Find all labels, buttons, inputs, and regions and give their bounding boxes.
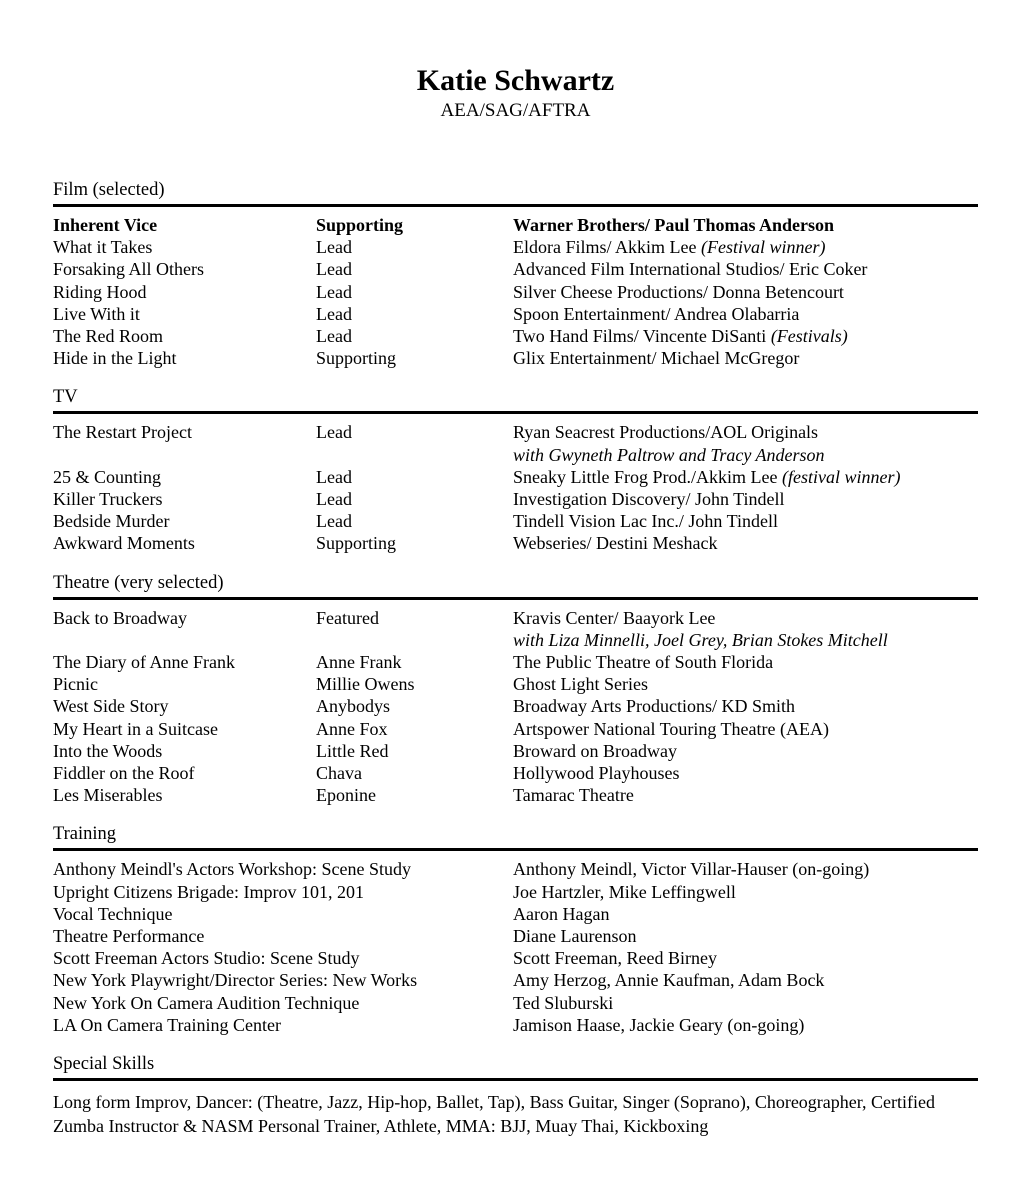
credit-company: Advanced Film International Studios/ Eric Coker xyxy=(513,259,868,280)
credit-title: My Heart in a Suitcase xyxy=(53,718,218,739)
credit-company xyxy=(513,629,978,651)
training-course: New York On Camera Audition Technique xyxy=(53,992,360,1013)
credit-row xyxy=(53,651,978,673)
training-teachers: Ted Sluburski xyxy=(513,992,614,1013)
credit-role: Chava xyxy=(316,763,362,784)
credit-title xyxy=(53,629,316,651)
credit-company: The Public Theatre of South Florida xyxy=(513,652,774,673)
credit-role: Supporting xyxy=(316,533,397,554)
credit-title: Awkward Moments xyxy=(53,533,195,554)
credit-company: Hollywood Playhouses xyxy=(513,763,680,784)
section-rule xyxy=(53,411,978,414)
section-rows xyxy=(53,421,978,554)
credit-role: Anne Frank xyxy=(316,652,402,673)
credit-row xyxy=(53,510,978,532)
credit-row xyxy=(53,444,978,466)
credit-title: Back to Broadway xyxy=(53,607,187,628)
credit-title: Les Miserables xyxy=(53,785,163,806)
union-affiliations: AEA/SAG/AFTRA xyxy=(440,100,591,121)
credit-title: Into the Woods xyxy=(53,740,163,761)
credit-role: Anybodys xyxy=(316,696,391,717)
training-teachers: Scott Freeman, Reed Birney xyxy=(513,948,717,969)
credit-role: Lead xyxy=(316,303,352,324)
credit-row xyxy=(53,532,978,554)
section-title: TV xyxy=(53,387,78,408)
credit-title: The Diary of Anne Frank xyxy=(53,652,235,673)
credit-role: Lead xyxy=(316,281,352,302)
credit-company: Investigation Discovery/ John Tindell xyxy=(513,489,785,510)
training-row xyxy=(53,881,978,903)
credit-company: Eldora Films/ Akkim Lee (Festival winner) xyxy=(513,237,826,258)
training-teachers: Joe Hartzler, Mike Leffingwell xyxy=(513,881,736,902)
section-rule xyxy=(53,204,978,207)
credit-company: Warner Brothers/ Paul Thomas Anderson xyxy=(513,215,835,235)
credit-role xyxy=(316,629,513,651)
section-rows xyxy=(53,858,978,1036)
training-row xyxy=(53,858,978,880)
credit-title: Fiddler on the Roof xyxy=(53,763,195,784)
training-teachers: Jamison Haase, Jackie Geary (on-going) xyxy=(513,1014,805,1035)
resume-sections xyxy=(53,180,978,1138)
training-teachers: Diane Laurenson xyxy=(513,926,637,947)
credit-row xyxy=(53,718,978,740)
credit-company: Webseries/ Destini Meshack xyxy=(513,533,718,554)
section-title: Film (selected) xyxy=(53,180,165,200)
credit-role: Lead xyxy=(316,489,352,510)
credit-row xyxy=(53,466,978,488)
credit-role: Lead xyxy=(316,422,352,443)
credit-row xyxy=(53,347,978,369)
credit-row xyxy=(53,695,978,717)
training-row xyxy=(53,925,978,947)
credit-row xyxy=(53,762,978,784)
credit-title xyxy=(53,444,316,466)
credit-row xyxy=(53,673,978,695)
training-teachers: Anthony Meindl, Victor Villar-Hauser (on-going) xyxy=(513,859,870,880)
training-course: LA On Camera Training Center xyxy=(53,1014,281,1035)
credit-row xyxy=(53,421,978,443)
section-rule xyxy=(53,597,978,600)
training-row xyxy=(53,969,978,991)
resume-content xyxy=(53,0,978,1138)
credit-role: Little Red xyxy=(316,740,389,761)
section-training xyxy=(53,824,978,1036)
credit-note: with Liza Minnelli, Joel Grey, Brian Stokes Mitchell xyxy=(513,629,888,650)
section-special-skills xyxy=(53,1054,978,1138)
credit-title: Hide in the Light xyxy=(53,348,177,369)
credit-title: Inherent Vice xyxy=(53,215,158,235)
training-row xyxy=(53,903,978,925)
credit-company: Artspower National Touring Theatre (AEA) xyxy=(513,718,829,739)
credit-company: Silver Cheese Productions/ Donna Betencourt xyxy=(513,281,844,302)
credit-title: Bedside Murder xyxy=(53,511,170,532)
credit-company: Kravis Center/ Baayork Lee xyxy=(513,607,716,628)
credit-company: Two Hand Films/ Vincente DiSanti (Festivals) xyxy=(513,326,848,347)
credit-note: (Festival winner) xyxy=(700,237,826,258)
credit-role: Millie Owens xyxy=(316,674,415,695)
credit-role: Lead xyxy=(316,326,352,347)
credit-role: Eponine xyxy=(316,785,376,806)
training-course: Scott Freeman Actors Studio: Scene Study xyxy=(53,948,360,969)
credit-note: (Festivals) xyxy=(770,326,848,347)
section-rule xyxy=(53,1078,978,1081)
credit-row xyxy=(53,488,978,510)
credit-note: with Gwyneth Paltrow and Tracy Anderson xyxy=(513,444,825,465)
credit-title: West Side Story xyxy=(53,696,169,717)
credit-title: 25 & Counting xyxy=(53,466,162,487)
credit-company: Broadway Arts Productions/ KD Smith xyxy=(513,696,795,717)
section-tv xyxy=(53,387,978,554)
credit-title: Killer Truckers xyxy=(53,489,163,510)
section-rule xyxy=(53,848,978,851)
credit-company: Tamarac Theatre xyxy=(513,785,634,806)
training-course: New York Playwright/Director Series: New Works xyxy=(53,970,418,991)
training-teachers: Aaron Hagan xyxy=(513,903,610,924)
credit-title: The Red Room xyxy=(53,326,163,347)
credit-company: Ryan Seacrest Productions/AOL Originals xyxy=(513,422,819,443)
credit-note: (festival winner) xyxy=(781,466,901,487)
credit-company: Ghost Light Series xyxy=(513,674,648,695)
credit-row xyxy=(53,281,978,303)
credit-row xyxy=(53,629,978,651)
section-rows xyxy=(53,607,978,807)
special-skills-text: Long form Improv, Dancer: (Theatre, Jazz, Hip-hop, Ballet, Tap), Bass Guitar, Singer (Soprano), Choreographer, Certified Zumba Instructor & NASM Personal Trainer, Athlete, MMA: BJJ, Muay Thai, Kickboxing xyxy=(53,1092,936,1137)
training-course: Vocal Technique xyxy=(53,903,173,924)
section-title: Special Skills xyxy=(53,1054,155,1075)
credit-role: Lead xyxy=(316,466,352,487)
training-row xyxy=(53,992,978,1014)
credit-row xyxy=(53,784,978,806)
credit-company: Sneaky Little Frog Prod./Akkim Lee (festival winner) xyxy=(513,466,901,487)
credit-company: Glix Entertainment/ Michael McGregor xyxy=(513,348,800,369)
section-title: Theatre (very selected) xyxy=(53,572,224,593)
credit-company: Spoon Entertainment/ Andrea Olabarria xyxy=(513,303,800,324)
training-course: Anthony Meindl's Actors Workshop: Scene Study xyxy=(53,859,411,880)
credit-title: Riding Hood xyxy=(53,281,147,302)
credit-row xyxy=(53,258,978,280)
credit-row xyxy=(53,325,978,347)
credit-company xyxy=(513,444,978,466)
training-teachers: Amy Herzog, Annie Kaufman, Adam Bock xyxy=(513,970,825,991)
section-theatre xyxy=(53,573,978,807)
credit-role: Featured xyxy=(316,607,379,628)
credit-row xyxy=(53,607,978,629)
credit-company: Broward on Broadway xyxy=(513,740,677,761)
credit-title: Forsaking All Others xyxy=(53,259,204,280)
credit-company: Tindell Vision Lac Inc./ John Tindell xyxy=(513,511,778,532)
credit-role: Lead xyxy=(316,511,352,532)
credit-role: Lead xyxy=(316,237,352,258)
section-title: Training xyxy=(53,824,117,845)
training-course: Theatre Performance xyxy=(53,926,205,947)
page-title: Katie Schwartz xyxy=(416,64,615,97)
credit-role: Supporting xyxy=(316,215,404,235)
credit-title: Picnic xyxy=(53,674,98,695)
credit-title: What it Takes xyxy=(53,237,153,258)
training-course: Upright Citizens Brigade: Improv 101, 201 xyxy=(53,881,364,902)
credit-row xyxy=(53,740,978,762)
credit-title: Live With it xyxy=(53,303,140,324)
credit-row xyxy=(53,303,978,325)
credit-role: Anne Fox xyxy=(316,718,388,739)
training-row xyxy=(53,947,978,969)
credit-role: Lead xyxy=(316,259,352,280)
credit-role: Supporting xyxy=(316,348,397,369)
credit-row xyxy=(53,214,978,236)
training-row xyxy=(53,1014,978,1036)
credit-title: The Restart Project xyxy=(53,422,192,443)
credit-role xyxy=(316,444,513,466)
credit-row xyxy=(53,236,978,258)
section-rows xyxy=(53,214,978,369)
section-film xyxy=(53,180,978,369)
